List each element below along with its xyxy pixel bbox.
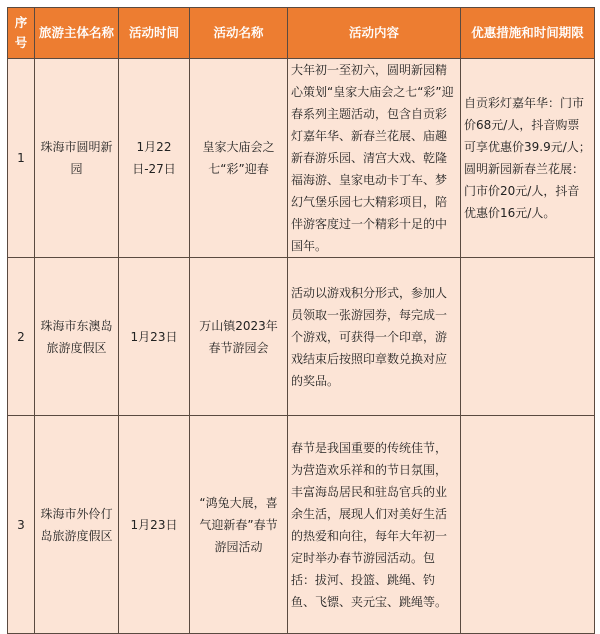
table-row [8,59,595,258]
cell-discount [461,258,595,416]
cell-time: 1月23日 [119,258,190,416]
header-discount: 优惠措施和时间期限 [461,8,595,59]
header-entity: 旅游主体名称 [35,8,119,59]
cell-seq: 2 [8,258,35,416]
header-seq: 序号 [8,8,35,59]
cell-discount [461,416,595,634]
cell-seq: 1 [8,59,35,258]
header-time: 活动时间 [119,8,190,59]
cell-seq: 3 [8,416,35,634]
table-row [8,416,595,634]
header-name: 活动名称 [190,8,288,59]
cell-entity: 珠海市东澳岛旅游度假区 [35,258,119,416]
cell-activity-name: 万山镇2023年春节游园会 [190,258,288,416]
cell-time: 1月22日-27日 [119,59,190,258]
cell-discount: 自贡彩灯嘉年华：门市价68元/人，抖音购票可享优惠价39.9元/人；圆明新园新春兰花展：门市价20元/人，抖音优惠价16元/人。 [461,59,595,258]
cell-entity: 珠海市外伶仃岛旅游度假区 [35,416,119,634]
cell-content: 活动以游戏积分形式，参加人员领取一张游园券，每完成一个游戏，可获得一个印章，游戏结束后按照印章数兑换对应的奖品。 [288,258,461,416]
cell-entity: 珠海市圆明新园 [35,59,119,258]
cell-activity-name: “鸿兔大展，喜气迎新春”春节游园活动 [190,416,288,634]
header-content: 活动内容 [288,8,461,59]
header-row [8,8,595,59]
cell-time: 1月23日 [119,416,190,634]
cell-content: 春节是我国重要的传统佳节，为营造欢乐祥和的节日氛围，丰富海岛居民和驻岛官兵的业余生活，展现人们对美好生活的热爱和向往，每年大年初一定时举办春节游园活动。包括：拔河、投篮、跳绳、钓鱼、飞镖、夹元宝、跳绳等。 [288,416,461,634]
cell-content: 大年初一至初六，圆明新园精心策划“皇家大庙会之七“彩”迎春系列主题活动，包含自贡彩灯嘉年华、新春兰花展、庙趣新春游乐园、清宫大戏、乾隆福海游、皇家电动卡丁车、梦幻气堡乐园七大精彩项目，陪伴游客度过一个精彩十足的中国年。 [288,59,461,258]
cell-activity-name: 皇家大庙会之七“彩”迎春 [190,59,288,258]
activities-table [7,7,595,634]
table-row [8,258,595,416]
